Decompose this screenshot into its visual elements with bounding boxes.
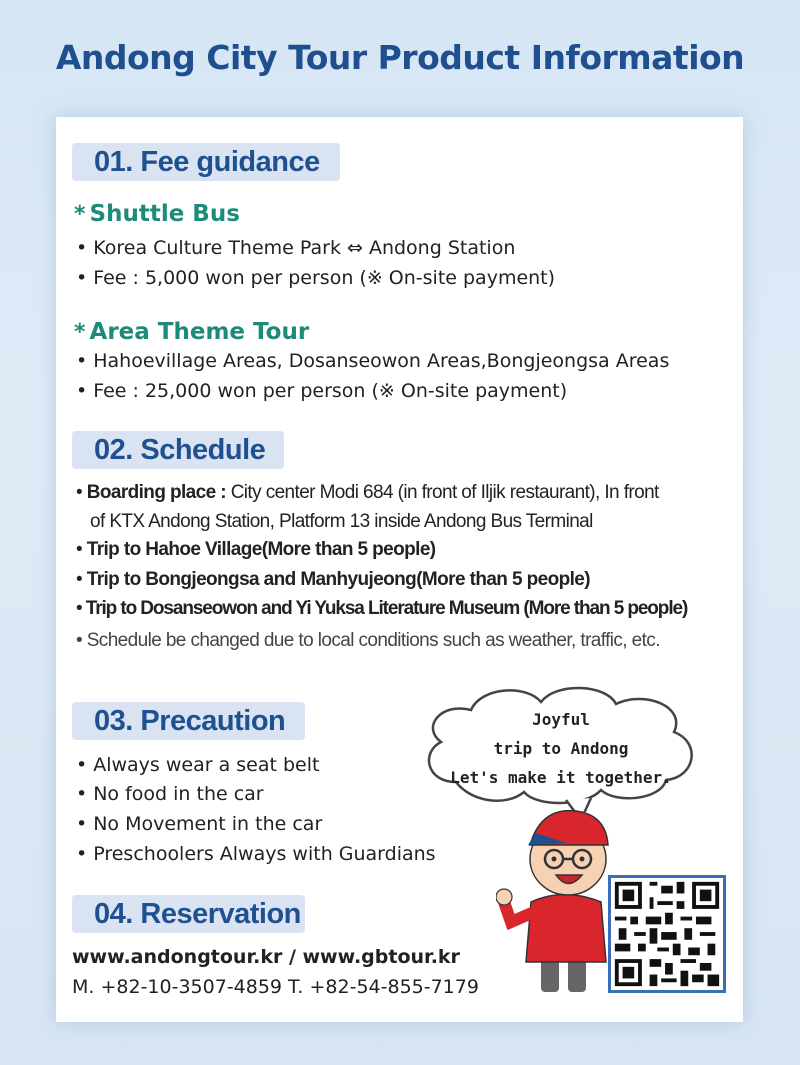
precaution-item: • Preschoolers Always with Guardians [76, 843, 436, 865]
shuttle-bus-title: * Shuttle Bus [74, 201, 240, 227]
trip-dosanseowon: • Trip to Dosanseowon and Yi Yuksa Literature Museum (More than 5 people) [76, 598, 688, 619]
precaution-item: • Always wear a seat belt [76, 754, 320, 776]
boarding-place-cont: of KTX Andong Station, Platform 13 inside Andong Bus Terminal [90, 511, 593, 532]
shuttle-fee: • Fee : 5,000 won per person (※ On-site payment) [76, 267, 556, 289]
schedule-note: • Schedule be changed due to local conditions such as weather, traffic, etc. [76, 630, 660, 651]
section-fee-heading: 01. Fee guidance [72, 143, 340, 181]
section-schedule-heading: 02. Schedule [72, 431, 284, 469]
area-theme-title: * Area Theme Tour [74, 319, 310, 345]
reservation-websites[interactable]: www.andongtour.kr / www.gbtour.kr [72, 946, 460, 968]
qr-code-icon[interactable] [608, 875, 726, 993]
section-precaution-heading: 03. Precaution [72, 702, 305, 740]
precaution-item: • No food in the car [76, 783, 264, 805]
page-title: Andong City Tour Product Information [55, 38, 745, 77]
boarding-place: • Boarding place : City center Modi 684 (in front of Iljik restaurant), In front [76, 482, 659, 503]
theme-areas: • Hahoevillage Areas, Dosanseowon Areas,Bongjeongsa Areas [76, 350, 670, 372]
theme-fee: • Fee : 25,000 won per person (※ On-site payment) [76, 380, 568, 402]
bubble-text: Joyful trip to Andong Let's make it together. [450, 710, 672, 787]
trip-hahoe: • Trip to Hahoe Village(More than 5 people) [76, 539, 436, 560]
info-card [56, 117, 743, 1022]
shuttle-route: • Korea Culture Theme Park ⇔ Andong Station [76, 237, 516, 259]
reservation-phones: M. +82-10-3507-4859 T. +82-54-855-7179 [72, 976, 479, 998]
precaution-item: • No Movement in the car [76, 813, 323, 835]
trip-bongjeongsa: • Trip to Bongjeongsa and Manhyujeong(More than 5 people) [76, 569, 590, 590]
section-reservation-heading: 04. Reservation [72, 895, 305, 933]
